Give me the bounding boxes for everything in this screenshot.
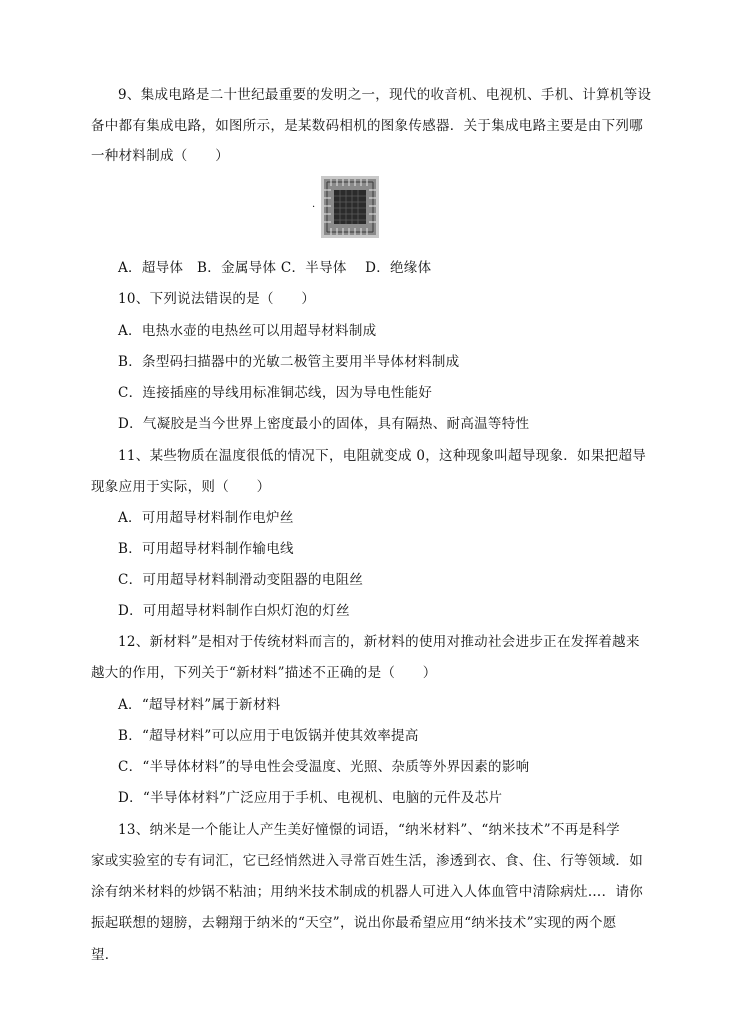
q12-stem-line-1: 12、新材料”是相对于传统材料而言的，新材料的使用对推动社会进步正在发挥着越来 xyxy=(118,634,640,650)
q9-options: A．超导体 B．金属导体 C．半导体 D．绝缘体 xyxy=(118,260,432,276)
q13-stem-line-4: 振起联想的翅膀，去翱翔于纳米的“天空”，说出你最希望应用“纳米技术”实现的两个愿 xyxy=(91,915,617,931)
q10-option-d: D．气凝胶是当今世界上密度最小的固体，具有隔热、耐高温等特性 xyxy=(118,416,530,432)
q11-stem-line-1: 11、某些物质在温度很低的情况下，电阻就变成 0，这种现象叫超导现象．如果把超导 xyxy=(118,448,647,464)
q12-option-b: B．“超导材料”可以应用于电饭锅并使其效率提高 xyxy=(118,728,419,744)
q13-stem-line-2: 家或实验室的专有词汇，它已经悄然进入寻常百姓生活，渗透到衣、食、住、行等领域．如 xyxy=(91,853,643,869)
figure-marker: · xyxy=(312,202,316,213)
q11-option-c: C．可用超导材料制滑动变阻器的电阻丝 xyxy=(118,572,364,588)
q10-option-c: C．连接插座的导线用标准铜芯线，因为导电性能好 xyxy=(118,385,433,401)
q9-stem-line-1: 9、集成电路是二十世纪最重要的发明之一，现代的收音机、电视机、手机、计算机等设 xyxy=(118,87,652,103)
q12-option-a: A．“超导材料”属于新材料 xyxy=(118,697,281,713)
q10-option-a: A．电热水壶的电热丝可以用超导材料制成 xyxy=(118,323,377,339)
q13-stem-line-1: 13、纳米是一个能让人产生美好憧憬的词语，“纳米材料”、“纳米技术”不再是科学 xyxy=(118,822,620,838)
q11-option-b: B．可用超导材料制作输电线 xyxy=(118,541,294,557)
image-sensor-chip-figure xyxy=(321,176,379,238)
q11-option-d: D．可用超导材料制作白炽灯泡的灯丝 xyxy=(118,603,350,619)
q11-option-a: A．可用超导材料制作电炉丝 xyxy=(118,510,294,526)
q11-stem-line-2: 现象应用于实际，则（ ） xyxy=(91,479,271,495)
q13-stem-line-5: 望． xyxy=(91,947,119,963)
q10-stem: 10、下列说法错误的是（ ） xyxy=(118,291,316,307)
q12-option-d: D．“半导体材料”广泛应用于手机、电视机、电脑的元件及芯片 xyxy=(118,790,503,806)
q12-stem-line-2: 越大的作用，下列关于“新材料”描述不正确的是（ ） xyxy=(91,665,437,681)
q9-stem-line-3: 一种材料制成（ ） xyxy=(91,148,229,164)
q12-option-c: C．“半导体材料”的导电性会受温度、光照、杂质等外界因素的影响 xyxy=(118,759,530,775)
q10-option-b: B．条型码扫描器中的光敏二极管主要用半导体材料制成 xyxy=(118,354,460,370)
q13-stem-line-3: 涂有纳米材料的炒锅不粘油；用纳米技术制成的机器人可进入人体血管中清除病灶…．请你 xyxy=(91,884,643,900)
q9-stem-line-2: 备中都有集成电路，如图所示，是某数码相机的图象传感器．关于集成电路主要是由下列哪 xyxy=(91,118,643,134)
